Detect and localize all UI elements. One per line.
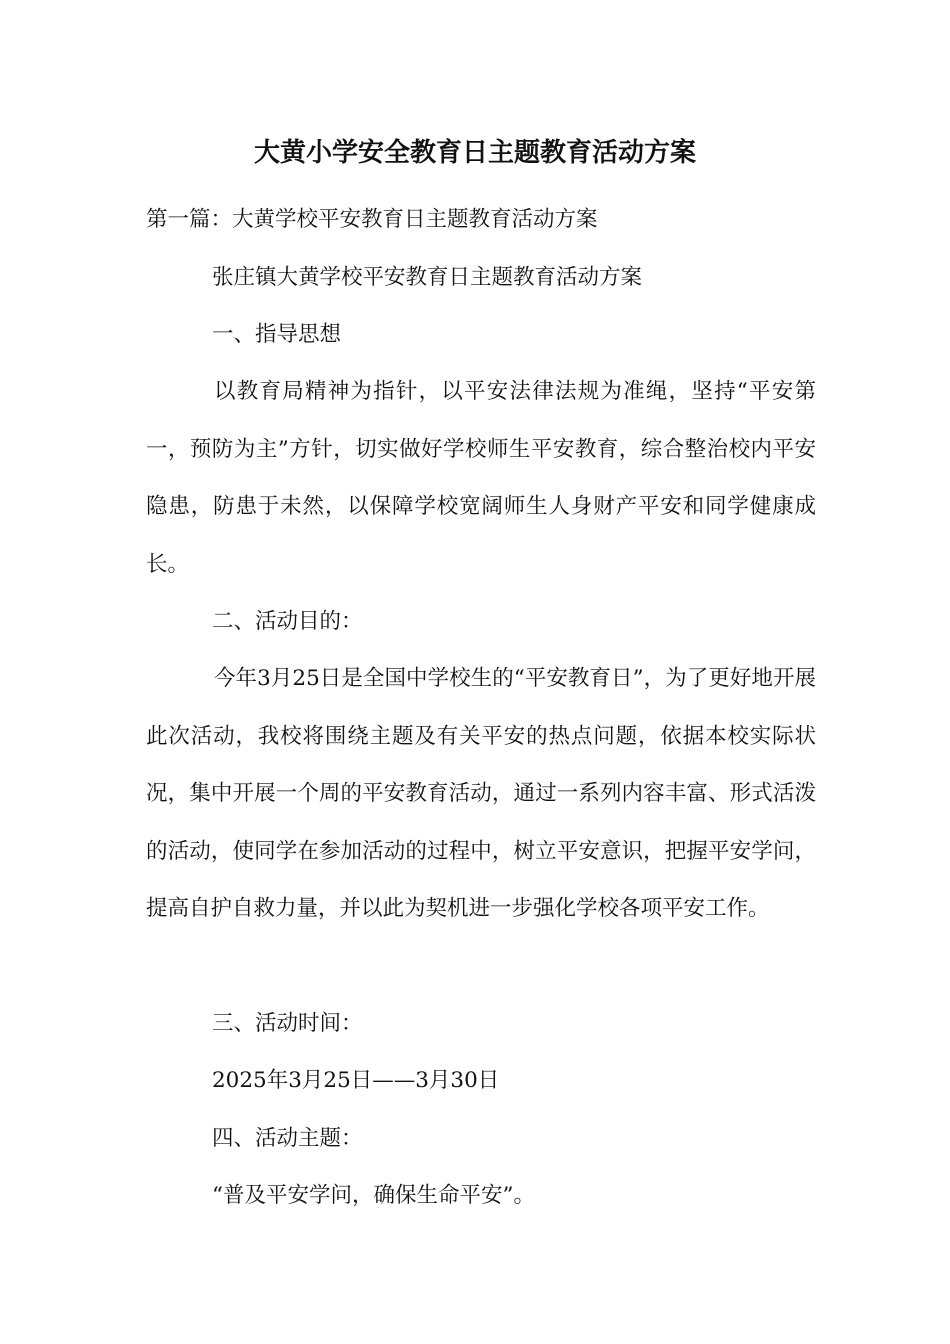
section-body-guiding-ideology: 以教育局精神为指针，以平安法律法规为准绳，坚持“平安第一，预防为主”方针，切实做好学校师生平安教育，综合整治校内平安隐患，防患于未然，以保障学校宽阔师生人身财产平安和同学健康成长。 bbox=[146, 379, 816, 577]
section-body-activity-theme: “普及平安学问，确保生命平安”。 bbox=[212, 1183, 535, 1208]
section-heading-guiding-ideology: 一、指导思想 bbox=[212, 322, 342, 347]
document-subtitle: 张庄镇大黄学校平安教育日主题教育活动方案 bbox=[212, 265, 643, 290]
document-title: 大黄小学安全教育日主题教育活动方案 bbox=[253, 138, 696, 168]
chapter-heading: 第一篇：大黄学校平安教育日主题教育活动方案 bbox=[146, 207, 598, 232]
section-heading-activity-time: 三、活动时间： bbox=[212, 1011, 363, 1036]
section-heading-activity-theme: 四、活动主题： bbox=[212, 1126, 363, 1151]
section-body-activity-purpose: 今年3月25日是全国中学校生的“平安教育日”，为了更好地开展此次活动，我校将围绕主题及有关平安的热点问题，依据本校实际状况，集中开展一个周的平安教育活动，通过一系列内容丰富、形式活泼的活动，使同学在参加活动的过程中，树立平安意识，把握平安学问，提高自护自救力量，并以此为契机进一步强化学校各项平安工作。 bbox=[146, 666, 816, 921]
section-heading-activity-purpose: 二、活动目的： bbox=[212, 609, 363, 634]
section-body-activity-time: 2025年3月25日——3月30日 bbox=[212, 1068, 500, 1093]
